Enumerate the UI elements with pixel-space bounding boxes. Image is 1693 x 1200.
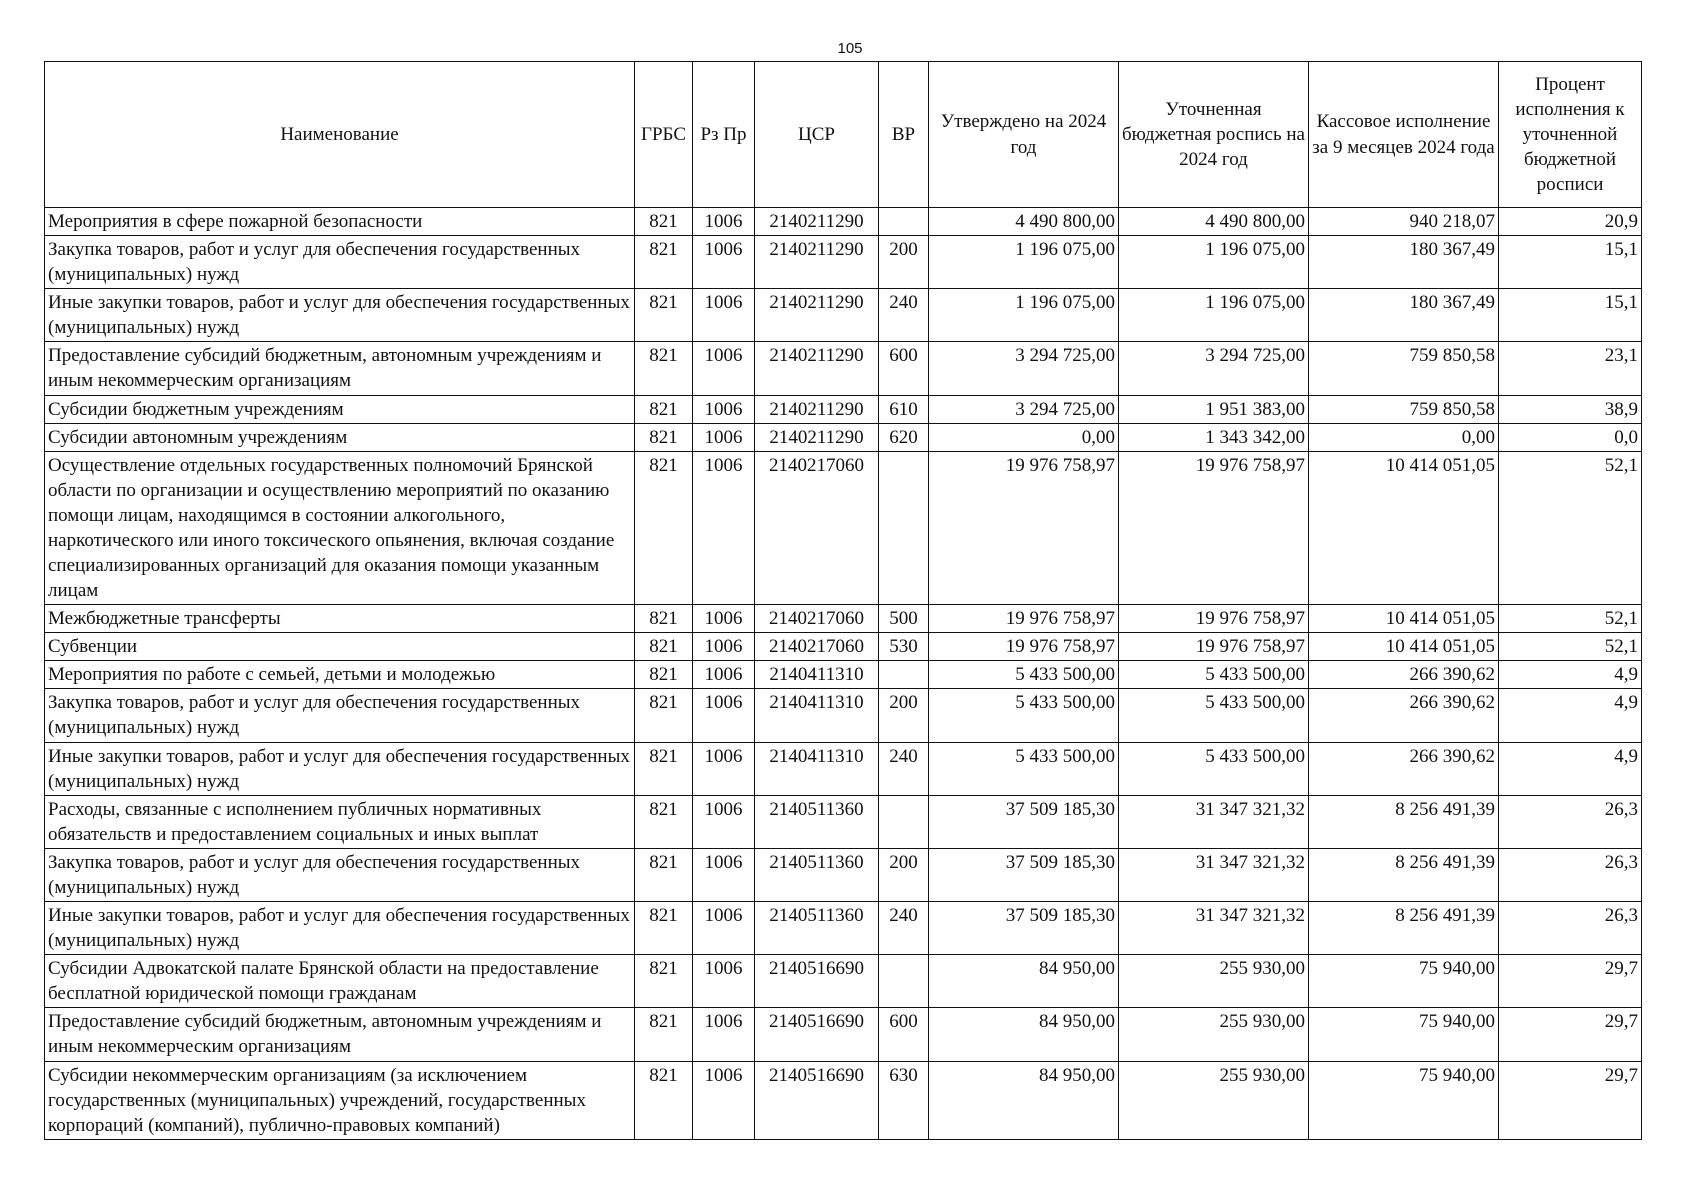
row-refined: 3 294 725,00: [1119, 342, 1309, 395]
row-rzpr: 1006: [693, 689, 755, 742]
row-cash: 0,00: [1309, 423, 1499, 451]
table-row: [45, 848, 1642, 901]
row-cash: 8 256 491,39: [1309, 795, 1499, 848]
row-percent: 29,7: [1499, 1008, 1642, 1061]
row-cash: 266 390,62: [1309, 689, 1499, 742]
row-vr: [879, 451, 929, 604]
row-cash: 10 414 051,05: [1309, 633, 1499, 661]
row-name: Субсидии Адвокатской палате Брянской области на предоставление бесплатной юридической помощи гражданам: [45, 955, 635, 1008]
row-rzpr: 1006: [693, 236, 755, 289]
row-approved: 5 433 500,00: [929, 742, 1119, 795]
row-name: Закупка товаров, работ и услуг для обеспечения государственных (муниципальных) нужд: [45, 848, 635, 901]
row-grbs: 821: [635, 289, 693, 342]
row-cash: 8 256 491,39: [1309, 902, 1499, 955]
row-vr: [879, 795, 929, 848]
row-percent: 52,1: [1499, 633, 1642, 661]
row-approved: 5 433 500,00: [929, 661, 1119, 689]
row-approved: 37 509 185,30: [929, 848, 1119, 901]
table-row: [45, 633, 1642, 661]
row-percent: 38,9: [1499, 395, 1642, 423]
row-cash: 75 940,00: [1309, 955, 1499, 1008]
row-name: Закупка товаров, работ и услуг для обеспечения государственных (муниципальных) нужд: [45, 236, 635, 289]
row-approved: 5 433 500,00: [929, 689, 1119, 742]
row-percent: 26,3: [1499, 795, 1642, 848]
row-grbs: 821: [635, 605, 693, 633]
row-rzpr: 1006: [693, 395, 755, 423]
header-approved: Утверждено на 2024 год: [929, 62, 1119, 208]
row-refined: 31 347 321,32: [1119, 902, 1309, 955]
row-vr: 200: [879, 689, 929, 742]
row-percent: 0,0: [1499, 423, 1642, 451]
table-row: [45, 955, 1642, 1008]
row-cash: 759 850,58: [1309, 342, 1499, 395]
row-cash: 10 414 051,05: [1309, 605, 1499, 633]
row-vr: [879, 955, 929, 1008]
row-percent: 29,7: [1499, 1061, 1642, 1139]
row-approved: 19 976 758,97: [929, 451, 1119, 604]
table-row: [45, 795, 1642, 848]
row-refined: 5 433 500,00: [1119, 689, 1309, 742]
row-csr: 2140516690: [755, 1008, 879, 1061]
row-percent: 20,9: [1499, 208, 1642, 236]
row-refined: 255 930,00: [1119, 1008, 1309, 1061]
table-row: [45, 236, 1642, 289]
row-vr: 240: [879, 289, 929, 342]
row-rzpr: 1006: [693, 208, 755, 236]
row-approved: 19 976 758,97: [929, 605, 1119, 633]
row-csr: 2140511360: [755, 902, 879, 955]
row-refined: 5 433 500,00: [1119, 661, 1309, 689]
table-row: [45, 605, 1642, 633]
table-row: [45, 451, 1642, 604]
row-name: Иные закупки товаров, работ и услуг для обеспечения государственных (муниципальных) нужд: [45, 902, 635, 955]
row-rzpr: 1006: [693, 423, 755, 451]
row-vr: 620: [879, 423, 929, 451]
row-csr: 2140516690: [755, 1061, 879, 1139]
row-approved: 3 294 725,00: [929, 395, 1119, 423]
row-refined: 19 976 758,97: [1119, 451, 1309, 604]
row-grbs: 821: [635, 689, 693, 742]
row-grbs: 821: [635, 451, 693, 604]
row-name: Предоставление субсидий бюджетным, автономным учреждениям и иным некоммерческим организациям: [45, 1008, 635, 1061]
row-csr: 2140511360: [755, 795, 879, 848]
row-approved: 84 950,00: [929, 1008, 1119, 1061]
row-refined: 19 976 758,97: [1119, 605, 1309, 633]
row-refined: 255 930,00: [1119, 955, 1309, 1008]
row-csr: 2140217060: [755, 633, 879, 661]
header-rzpr: Рз Пр: [693, 62, 755, 208]
table-body: [45, 208, 1642, 1140]
table-row: [45, 423, 1642, 451]
row-approved: 4 490 800,00: [929, 208, 1119, 236]
page-number: 105: [837, 40, 863, 57]
row-vr: 500: [879, 605, 929, 633]
row-rzpr: 1006: [693, 605, 755, 633]
row-refined: 1 196 075,00: [1119, 289, 1309, 342]
row-grbs: 821: [635, 661, 693, 689]
table-row: [45, 395, 1642, 423]
row-refined: 5 433 500,00: [1119, 742, 1309, 795]
table-row: [45, 742, 1642, 795]
row-grbs: 821: [635, 1008, 693, 1061]
row-rzpr: 1006: [693, 902, 755, 955]
row-grbs: 821: [635, 236, 693, 289]
table-row: [45, 342, 1642, 395]
row-vr: [879, 208, 929, 236]
row-refined: 1 951 383,00: [1119, 395, 1309, 423]
row-vr: [879, 661, 929, 689]
row-rzpr: 1006: [693, 289, 755, 342]
row-grbs: 821: [635, 742, 693, 795]
row-percent: 4,9: [1499, 661, 1642, 689]
row-grbs: 821: [635, 795, 693, 848]
row-rzpr: 1006: [693, 451, 755, 604]
row-vr: 240: [879, 742, 929, 795]
row-rzpr: 1006: [693, 342, 755, 395]
row-approved: 1 196 075,00: [929, 236, 1119, 289]
row-refined: 1 196 075,00: [1119, 236, 1309, 289]
row-csr: 2140411310: [755, 661, 879, 689]
row-name: Межбюджетные трансферты: [45, 605, 635, 633]
row-cash: 266 390,62: [1309, 742, 1499, 795]
row-name: Субсидии автономным учреждениям: [45, 423, 635, 451]
row-vr: 610: [879, 395, 929, 423]
row-refined: 4 490 800,00: [1119, 208, 1309, 236]
row-percent: 26,3: [1499, 902, 1642, 955]
row-rzpr: 1006: [693, 1061, 755, 1139]
row-csr: 2140516690: [755, 955, 879, 1008]
row-rzpr: 1006: [693, 633, 755, 661]
row-name: Субсидии некоммерческим организациям (за исключением государственных (муниципальных) учреждений, государственных корпораций (компаний), публично-правовых компаний): [45, 1061, 635, 1139]
row-grbs: 821: [635, 423, 693, 451]
row-rzpr: 1006: [693, 955, 755, 1008]
header-percent: Процент исполнения к уточненной бюджетной росписи: [1499, 62, 1642, 208]
row-percent: 4,9: [1499, 742, 1642, 795]
row-csr: 2140211290: [755, 342, 879, 395]
row-cash: 180 367,49: [1309, 289, 1499, 342]
row-refined: 255 930,00: [1119, 1061, 1309, 1139]
row-cash: 8 256 491,39: [1309, 848, 1499, 901]
row-approved: 37 509 185,30: [929, 902, 1119, 955]
row-approved: 3 294 725,00: [929, 342, 1119, 395]
row-csr: 2140217060: [755, 451, 879, 604]
row-cash: 10 414 051,05: [1309, 451, 1499, 604]
row-name: Иные закупки товаров, работ и услуг для обеспечения государственных (муниципальных) нужд: [45, 742, 635, 795]
row-approved: 84 950,00: [929, 1061, 1119, 1139]
row-name: Предоставление субсидий бюджетным, автономным учреждениям и иным некоммерческим организациям: [45, 342, 635, 395]
header-cash: Кассовое исполнение за 9 месяцев 2024 года: [1309, 62, 1499, 208]
row-percent: 29,7: [1499, 955, 1642, 1008]
row-csr: 2140211290: [755, 289, 879, 342]
row-csr: 2140411310: [755, 689, 879, 742]
row-vr: 240: [879, 902, 929, 955]
table-row: [45, 689, 1642, 742]
row-approved: 37 509 185,30: [929, 795, 1119, 848]
row-name: Мероприятия в сфере пожарной безопасности: [45, 208, 635, 236]
row-cash: 180 367,49: [1309, 236, 1499, 289]
row-refined: 31 347 321,32: [1119, 848, 1309, 901]
row-percent: 52,1: [1499, 451, 1642, 604]
row-cash: 75 940,00: [1309, 1061, 1499, 1139]
table-row: [45, 208, 1642, 236]
row-refined: 1 343 342,00: [1119, 423, 1309, 451]
budget-table: [44, 61, 1642, 1140]
row-grbs: 821: [635, 1061, 693, 1139]
header-refined: Уточненная бюджетная роспись на 2024 год: [1119, 62, 1309, 208]
row-name: Закупка товаров, работ и услуг для обеспечения государственных (муниципальных) нужд: [45, 689, 635, 742]
row-name: Иные закупки товаров, работ и услуг для обеспечения государственных (муниципальных) нужд: [45, 289, 635, 342]
row-vr: 600: [879, 1008, 929, 1061]
row-approved: 84 950,00: [929, 955, 1119, 1008]
row-csr: 2140211290: [755, 423, 879, 451]
table-row: [45, 289, 1642, 342]
row-percent: 15,1: [1499, 236, 1642, 289]
row-vr: 630: [879, 1061, 929, 1139]
row-vr: 200: [879, 848, 929, 901]
row-percent: 15,1: [1499, 289, 1642, 342]
table-row: [45, 902, 1642, 955]
row-percent: 23,1: [1499, 342, 1642, 395]
row-rzpr: 1006: [693, 848, 755, 901]
row-cash: 266 390,62: [1309, 661, 1499, 689]
row-name: Субвенции: [45, 633, 635, 661]
row-name: Расходы, связанные с исполнением публичных нормативных обязательств и предоставлением социальных и иных выплат: [45, 795, 635, 848]
row-rzpr: 1006: [693, 795, 755, 848]
row-cash: 940 218,07: [1309, 208, 1499, 236]
header-name: Наименование: [45, 62, 635, 208]
row-csr: 2140211290: [755, 208, 879, 236]
row-approved: 19 976 758,97: [929, 633, 1119, 661]
row-grbs: 821: [635, 208, 693, 236]
row-rzpr: 1006: [693, 661, 755, 689]
table-row: [45, 661, 1642, 689]
row-name: Мероприятия по работе с семьей, детьми и молодежью: [45, 661, 635, 689]
row-rzpr: 1006: [693, 742, 755, 795]
row-grbs: 821: [635, 848, 693, 901]
row-percent: 52,1: [1499, 605, 1642, 633]
row-percent: 4,9: [1499, 689, 1642, 742]
row-cash: 759 850,58: [1309, 395, 1499, 423]
row-grbs: 821: [635, 633, 693, 661]
row-percent: 26,3: [1499, 848, 1642, 901]
row-csr: 2140211290: [755, 395, 879, 423]
table-header-row: [45, 62, 1642, 208]
row-csr: 2140511360: [755, 848, 879, 901]
row-grbs: 821: [635, 955, 693, 1008]
header-csr: ЦСР: [755, 62, 879, 208]
row-grbs: 821: [635, 902, 693, 955]
row-refined: 31 347 321,32: [1119, 795, 1309, 848]
row-csr: 2140411310: [755, 742, 879, 795]
row-name: Осуществление отдельных государственных полномочий Брянской области по организации и осуществлению мероприятий по оказанию помощи лицам, находящимся в состоянии алкогольного, наркотического или иного токсического опьянения, включая создание специализированных организаций для оказания помощи указанным лицам: [45, 451, 635, 604]
row-approved: 0,00: [929, 423, 1119, 451]
row-approved: 1 196 075,00: [929, 289, 1119, 342]
row-vr: 200: [879, 236, 929, 289]
table-row: [45, 1008, 1642, 1061]
row-refined: 19 976 758,97: [1119, 633, 1309, 661]
row-cash: 75 940,00: [1309, 1008, 1499, 1061]
row-grbs: 821: [635, 395, 693, 423]
header-grbs: ГРБС: [635, 62, 693, 208]
row-csr: 2140217060: [755, 605, 879, 633]
row-vr: 530: [879, 633, 929, 661]
row-csr: 2140211290: [755, 236, 879, 289]
header-vr: ВР: [879, 62, 929, 208]
row-rzpr: 1006: [693, 1008, 755, 1061]
row-grbs: 821: [635, 342, 693, 395]
row-name: Субсидии бюджетным учреждениям: [45, 395, 635, 423]
table-row: [45, 1061, 1642, 1139]
row-vr: 600: [879, 342, 929, 395]
